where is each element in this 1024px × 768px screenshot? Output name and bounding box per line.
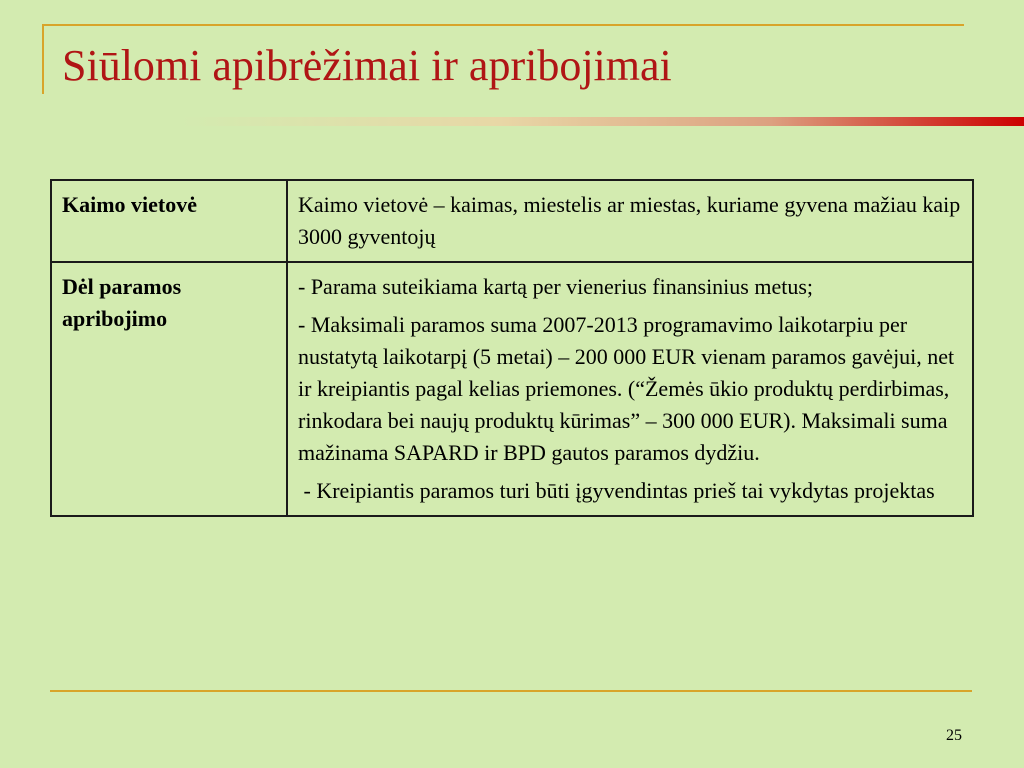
left-decorative-rule xyxy=(42,24,44,94)
row-paragraph: - Parama suteikiama kartą per vienerius finansinius metus; xyxy=(298,274,814,299)
table-row xyxy=(51,180,973,262)
table-row xyxy=(51,262,973,516)
slide-title: Siūlomi apibrėžimai ir apribojimai xyxy=(62,41,672,90)
row-paragraph: Kaimo vietovė – kaimas, miestelis ar miestas, kuriame gyvena mažiau kaip 3000 gyventojų xyxy=(298,192,961,249)
bottom-decorative-rule xyxy=(50,690,972,692)
title-gradient-rule xyxy=(180,117,1024,126)
row-label: Dėl paramos apribojimo xyxy=(51,262,287,516)
row-label: Kaimo vietovė xyxy=(51,180,287,262)
row-paragraph: - Maksimali paramos suma 2007-2013 programavimo laikotarpiu per nustatytą laikotarpį (5 metai) – 200 000 EUR vienam paramos gavėjui, net ir kreipiantis pagal kelias priemones. (“Žemės ūkio produktų perdirbimas, rinkodara bei naujų produktų kūrimas” – 300 000 EUR). Maksimali suma mažinama SAPARD ir BPD gautos paramos dydžiu. xyxy=(298,312,955,465)
row-paragraph: - Kreipiantis paramos turi būti įgyvendintas prieš tai vykdytas projektas xyxy=(298,478,935,503)
page-number: 25 xyxy=(946,727,962,744)
top-decorative-rule xyxy=(42,24,964,26)
row-value xyxy=(287,180,973,262)
definitions-table xyxy=(50,179,974,517)
row-value xyxy=(287,262,973,516)
